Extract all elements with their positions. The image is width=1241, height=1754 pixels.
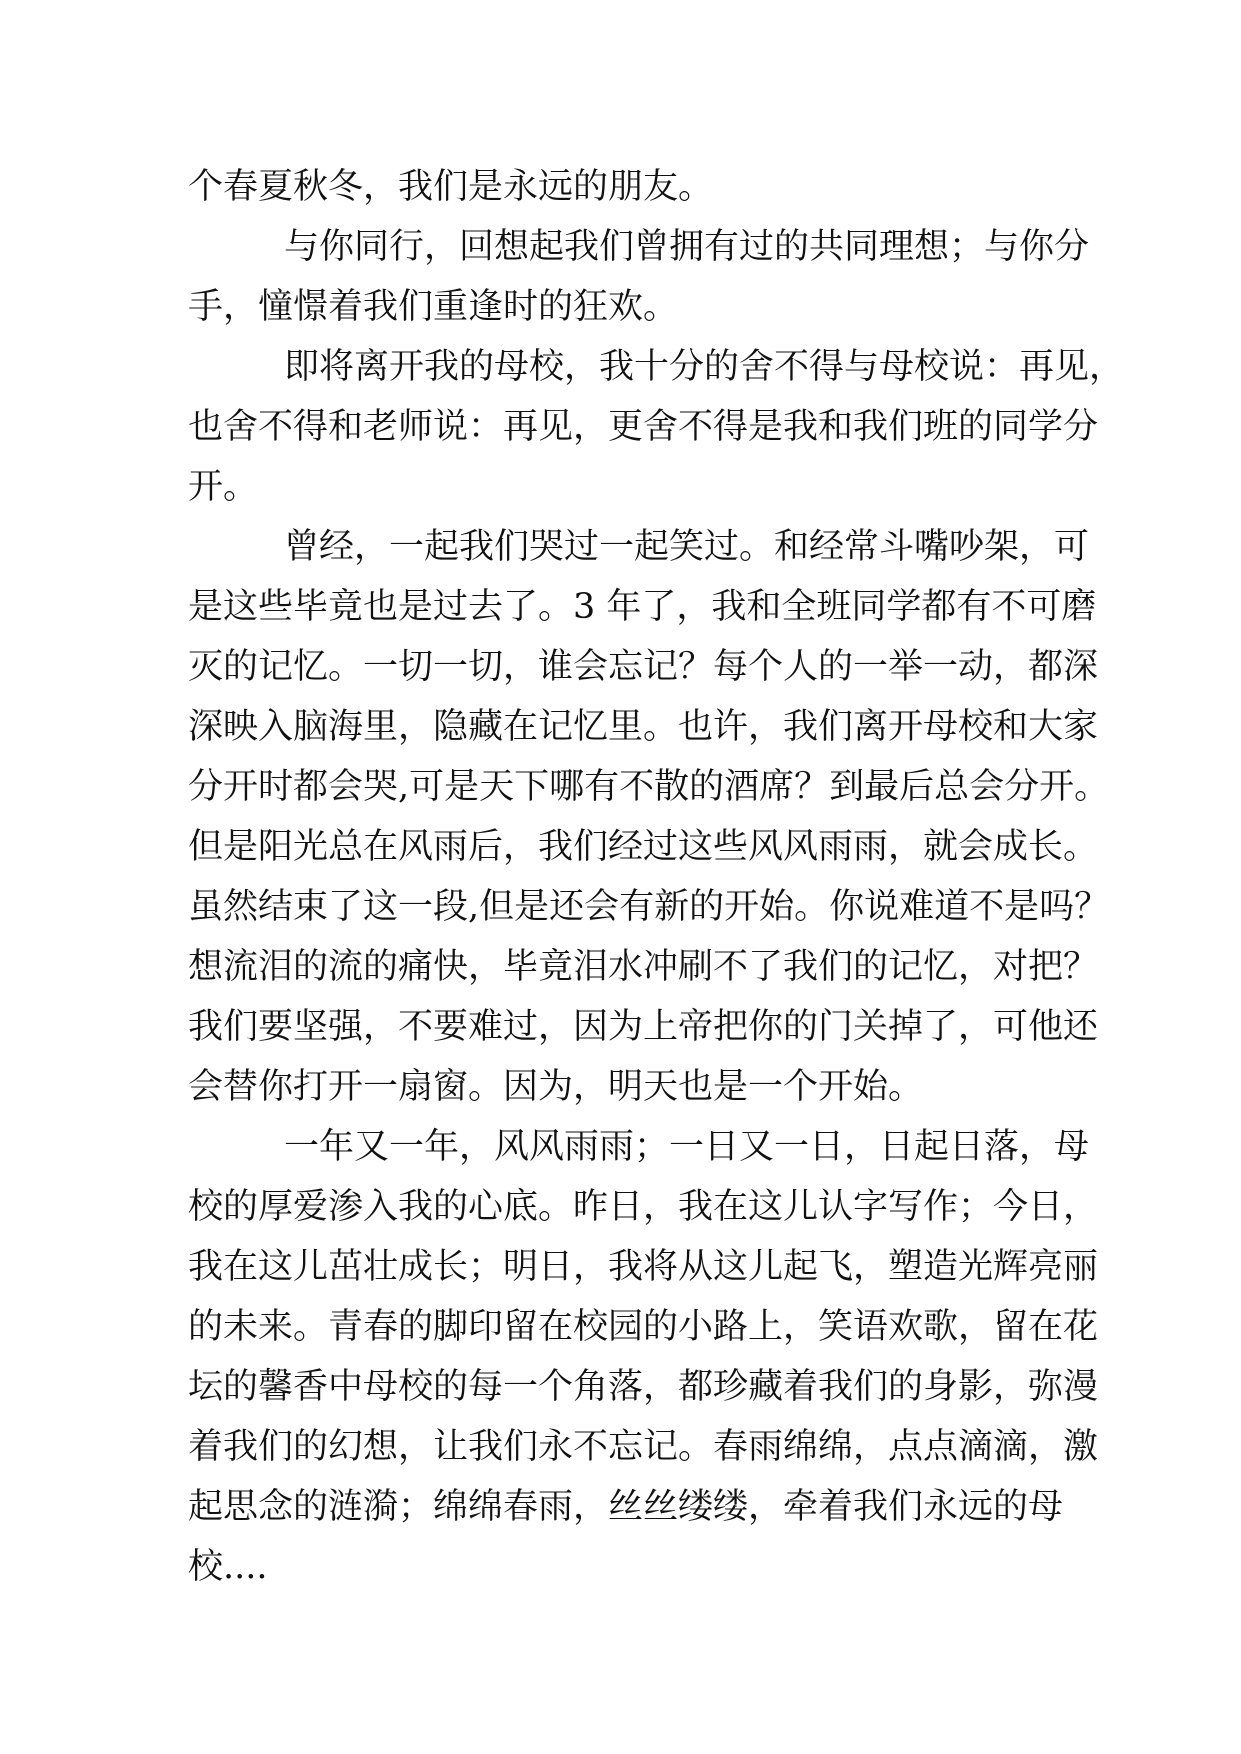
document-body — [188, 157, 1125, 1597]
paragraph — [188, 217, 1090, 337]
text-line: 也舍不得和老师说：再见，更舍不得是我和我们班的同学分 — [188, 407, 1099, 447]
text-line: 会替你打开一扇窗。因为，明天也是一个开始。 — [188, 1067, 924, 1107]
text-line: 着我们的幻想，让我们永不忘记。春雨绵绵，点点滴滴，激 — [188, 1427, 1099, 1467]
text-line: 我在这儿茁壮成长；明日，我将从这儿起飞，塑造光辉亮丽 — [188, 1247, 1099, 1287]
text-line: 虽然结束了这一段,但是还会有新的开始。你说难道不是吗？ — [188, 887, 1110, 927]
text-line: 的未来。青春的脚印留在校园的小路上，笑语欢歌，留在花 — [188, 1307, 1099, 1347]
text-line: 灭的记忆。一切一切，谁会忘记？每个人的一举一动，都深 — [188, 647, 1099, 687]
text-line: 个春夏秋冬，我们是永远的朋友。 — [188, 167, 714, 207]
text-line: 一年又一年，风风雨雨；一日又一日，日起日落，母 — [284, 1127, 1090, 1167]
text-line: 但是阳光总在风雨后，我们经过这些风风雨雨，就会成长。 — [188, 827, 1099, 867]
text-line: 曾经，一起我们哭过一起笑过。和经常斗嘴吵架，可 — [284, 527, 1090, 567]
text-line: 校的厚爱渗入我的心底。昨日，我在这儿认字写作；今日， — [188, 1187, 1099, 1227]
paragraph — [188, 337, 1125, 517]
text-line: 即将离开我的母校，我十分的舍不得与母校说：再见， — [284, 347, 1125, 387]
text-line: 想流泪的流的痛快，毕竟泪水冲刷不了我们的记忆，对把？ — [188, 947, 1099, 987]
text-line: 手，憧憬着我们重逢时的狂欢。 — [188, 287, 679, 327]
text-line: 开。 — [188, 467, 259, 507]
paragraph — [188, 157, 1058, 217]
text-line: 分开时都会哭,可是天下哪有不散的酒席？到最后总会分开。 — [188, 767, 1110, 807]
text-line: 校.... — [188, 1547, 268, 1587]
paragraph — [188, 1117, 1099, 1597]
text-line: 坛的馨香中母校的每一个角落，都珍藏着我们的身影，弥漫 — [188, 1367, 1099, 1407]
text-line: 与你同行，回想起我们曾拥有过的共同理想；与你分 — [284, 227, 1090, 267]
paragraph — [188, 517, 1110, 1117]
text-line: 我们要坚强，不要难过，因为上帝把你的门关掉了，可他还 — [188, 1007, 1099, 1047]
text-line: 起思念的涟漪；绵绵春雨，丝丝缕缕，牵着我们永远的母 — [188, 1487, 1064, 1527]
text-line: 是这些毕竟也是过去了。3 年了，我和全班同学都有不可磨 — [188, 587, 1097, 627]
text-line: 深映入脑海里，隐藏在记忆里。也许，我们离开母校和大家 — [188, 707, 1099, 747]
